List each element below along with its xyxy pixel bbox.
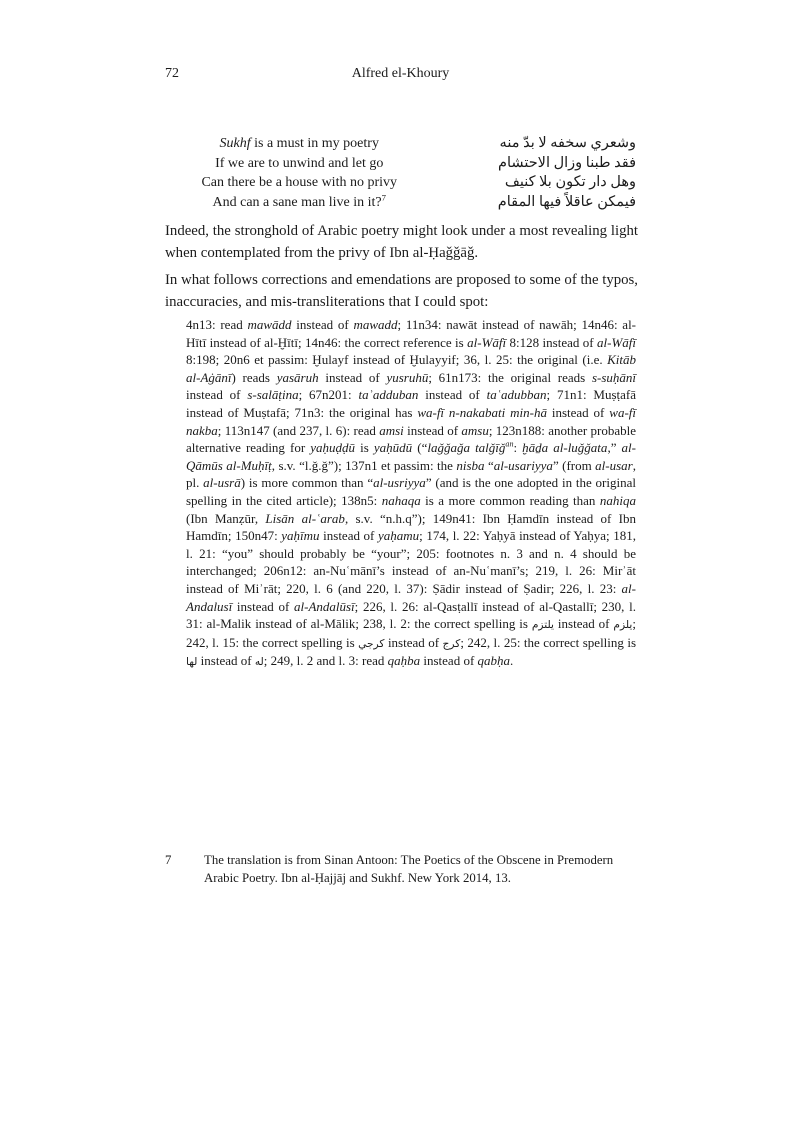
text-run: “	[484, 457, 494, 473]
page-number: 72	[165, 66, 179, 81]
transliterated-term: taʿadubban	[486, 387, 547, 403]
corrections-block	[186, 316, 636, 671]
text-run: If we are to unwind and let go	[215, 155, 384, 171]
text-run: ,”	[607, 440, 622, 456]
transliterated-term: taʾadduban	[358, 387, 419, 403]
footnote-text: The translation is from Sinan Antoon: The Poetics of the Obscene in Premodern Arabic Poetry. Ibn al-Ḥajjāj and Sukhf. New York 2014, 13.	[204, 853, 614, 885]
transliterated-term: Lisān al-ʿarab	[265, 510, 345, 526]
text-run: 8:128 instead of	[506, 334, 597, 350]
poem-line-english	[165, 154, 433, 174]
transliterated-term: qaḥba	[387, 653, 421, 669]
arabic-term: كرج	[442, 636, 461, 650]
poem-english-column	[165, 134, 433, 212]
text-run: ; 71n1: Muṣṭafā instead of Muṣtafā; 71n3: the original has	[186, 387, 637, 420]
transliterated-term: yusruhū	[386, 369, 429, 385]
arabic-term: يلتزم	[531, 618, 554, 632]
text-run: instead of	[318, 369, 387, 385]
transliterated-term: mawādd	[247, 317, 292, 332]
transliterated-term: al-Andalūsī	[294, 598, 355, 614]
transliterated-term: nisba	[456, 457, 485, 473]
text-run: , s.v. “n.h.q”); 149n41: Ibn Ḥamdīn instead of Ibn Hamdīn; 150n47:	[186, 510, 637, 544]
paragraph-corrections-intro	[165, 270, 638, 313]
transliterated-term: al-usariyya	[493, 457, 553, 473]
text-run: ; 11n34: nawāt instead of nawāh; 14n46: al-Hītī instead of al-Ḫītī; 14n46: the correct reference is	[186, 317, 637, 350]
text-run: ; 123n188: another probable alternative reading for	[186, 422, 636, 456]
text-run: 8:198; 20n6 et passim: Ḫulayf instead of Ḫulayyif; 36, l. 25: the original (i.e.	[186, 352, 608, 368]
page-header	[165, 66, 636, 82]
text-run: instead of	[546, 404, 610, 420]
transliterated-term: al-Wāfī	[467, 334, 507, 350]
poem-arabic-column	[433, 134, 636, 212]
text-run: And can a sane man live in it?	[212, 194, 382, 210]
transliterated-term: yaḥuḍḍū	[310, 440, 356, 456]
poem-line-english	[165, 134, 433, 154]
text-run: Can there be a house with no privy	[201, 175, 398, 190]
text-run: ; 113n147 (and 237, l. 6): read	[217, 422, 380, 438]
text-run: In what follows corrections and emendations are proposed to some of the typos, inaccuracies, and mis-transliterations that I could spot:	[165, 272, 638, 310]
text-run: ; 67n201:	[298, 387, 359, 403]
text-run: ; 226, l. 26: al-Qasṭallī instead of al-Qastallī; 230, l. 31: al-Malik instead of al-Mālik; 238, l. 2: the correct spelling is	[186, 598, 636, 632]
text-run: 7	[381, 191, 386, 202]
transliterated-term: Kitāb al-Aġānī	[186, 352, 636, 385]
transliterated-term: s-suḥānī	[591, 369, 637, 385]
text-run: ; 174, l. 22: Yaḥyā instead of Yaḥya; 181, l. 21: “you” should probably be “your”; 205: footnotes n. 3 and n. 4 should be interchanged; 206n12: an-Nuʿmānī’s instead of an-Nuʿmanī’s; 219, l. 26: Mirʾāt instead of Miʾrāt; 220, l. 6 (and 220, l. 37): Ṣādir instead of Ṣadir; 226, l. 23:	[186, 528, 636, 596]
text-run: 4n13: read	[186, 317, 248, 332]
text-run: (“	[412, 440, 428, 456]
text-run: instead of	[197, 653, 255, 669]
poem-line-arabic: فقد طبنا وزال الاحتشام	[498, 154, 636, 171]
transliterated-term: mawadd	[353, 317, 398, 332]
text-run: instead of	[420, 653, 478, 669]
transliterated-term: al-usriyya	[373, 475, 426, 491]
transliterated-term: wa-fī nakba	[186, 404, 637, 438]
text-run: ) reads	[231, 369, 277, 385]
arabic-term: يلزم	[613, 618, 633, 632]
transliterated-term: al-Qāmūs al-Muḥīṭ	[186, 440, 636, 473]
transliterated-term: al-Andalusī	[186, 580, 636, 614]
transliterated-term: an	[505, 439, 514, 449]
transliterated-term: al-Wāfī	[597, 334, 636, 350]
transliterated-term: s-salāṭina	[247, 387, 299, 403]
arabic-term: لها	[186, 655, 198, 669]
arabic-term: له	[254, 655, 264, 669]
footnote	[165, 851, 636, 887]
text-run: ; 242, l. 15: the correct spelling is	[186, 616, 636, 650]
transliterated-term: al-usar	[595, 457, 633, 473]
text-run: :	[513, 440, 523, 456]
transliterated-term: amsi	[379, 422, 404, 438]
poem-line-english	[165, 173, 433, 193]
poem-block	[165, 134, 636, 212]
text-run: is a must in my poetry	[250, 136, 379, 151]
text-run: Indeed, the stronghold of Arabic poetry might look under a most revealing light when contemplated from the privy of Ibn al-Ḥaǧǧāǧ.	[165, 223, 638, 261]
running-head: Alfred el-Khoury	[351, 66, 450, 81]
text-run: ; 242, l. 25: the correct spelling is	[460, 634, 637, 650]
poem-line-arabic: وهل دار تكون بلا كنيف	[504, 174, 636, 190]
transliterated-term: al-usrā	[203, 475, 241, 491]
footnote-marker: 7	[165, 853, 172, 867]
text-run: instead of	[291, 317, 354, 332]
transliterated-term: yasāruh	[276, 369, 319, 385]
transliterated-term: nahiqa	[599, 492, 637, 508]
poem-line-english	[165, 193, 433, 213]
text-run: instead of	[232, 598, 294, 614]
transliterated-term: wa-fī n-nakabati min-hā	[417, 404, 547, 420]
text-run: ” (and is the one adopted in the original spelling in the cited article); 138n5:	[186, 475, 636, 508]
text-run: instead of	[384, 634, 443, 650]
paragraph-indeed	[165, 221, 638, 264]
transliterated-term: ḫāḏa al-luǧǧata	[522, 440, 608, 456]
text-run: instead of	[319, 528, 378, 544]
text-run: instead of	[403, 422, 462, 438]
text-run: is	[355, 440, 374, 456]
arabic-term: كرجي	[358, 636, 385, 650]
text-run: (Ibn Manẓūr,	[186, 510, 266, 526]
transliterated-term: qabḥa	[477, 653, 511, 669]
text-run: , s.v. “l.ǧ.ǧ”); 137n1 et passim: the	[271, 457, 457, 473]
text-run: ” (from	[552, 457, 596, 473]
transliterated-term: nahaqa	[381, 492, 421, 508]
transliterated-term: amsu	[461, 422, 489, 438]
text-run: ) is more common than “	[240, 475, 374, 491]
text-run: .	[510, 653, 514, 669]
transliterated-term: yaḥamu	[377, 528, 420, 544]
text-run: is a more common reading than	[420, 492, 600, 508]
text-run: , pl.	[186, 457, 636, 491]
text-run: instead of	[418, 387, 487, 403]
transliterated-term: yaḥīmu	[281, 528, 320, 544]
poem-line-arabic: وشعري سخفه لا بدّ منه	[499, 135, 636, 151]
transliterated-term: Sukhf	[219, 136, 251, 151]
text-run: ; 249, l. 2 and l. 3: read	[263, 653, 388, 669]
transliterated-term: yaḥūdū	[373, 440, 413, 456]
transliterated-term: laǧǧaǧa talǧīǧ	[427, 440, 506, 456]
text-run: ; 61n173: the original reads	[428, 369, 592, 385]
poem-line-arabic: فيمكن عاقلاً فيها المقام	[497, 193, 636, 210]
text-run: instead of	[186, 387, 248, 403]
text-run: instead of	[554, 616, 614, 632]
